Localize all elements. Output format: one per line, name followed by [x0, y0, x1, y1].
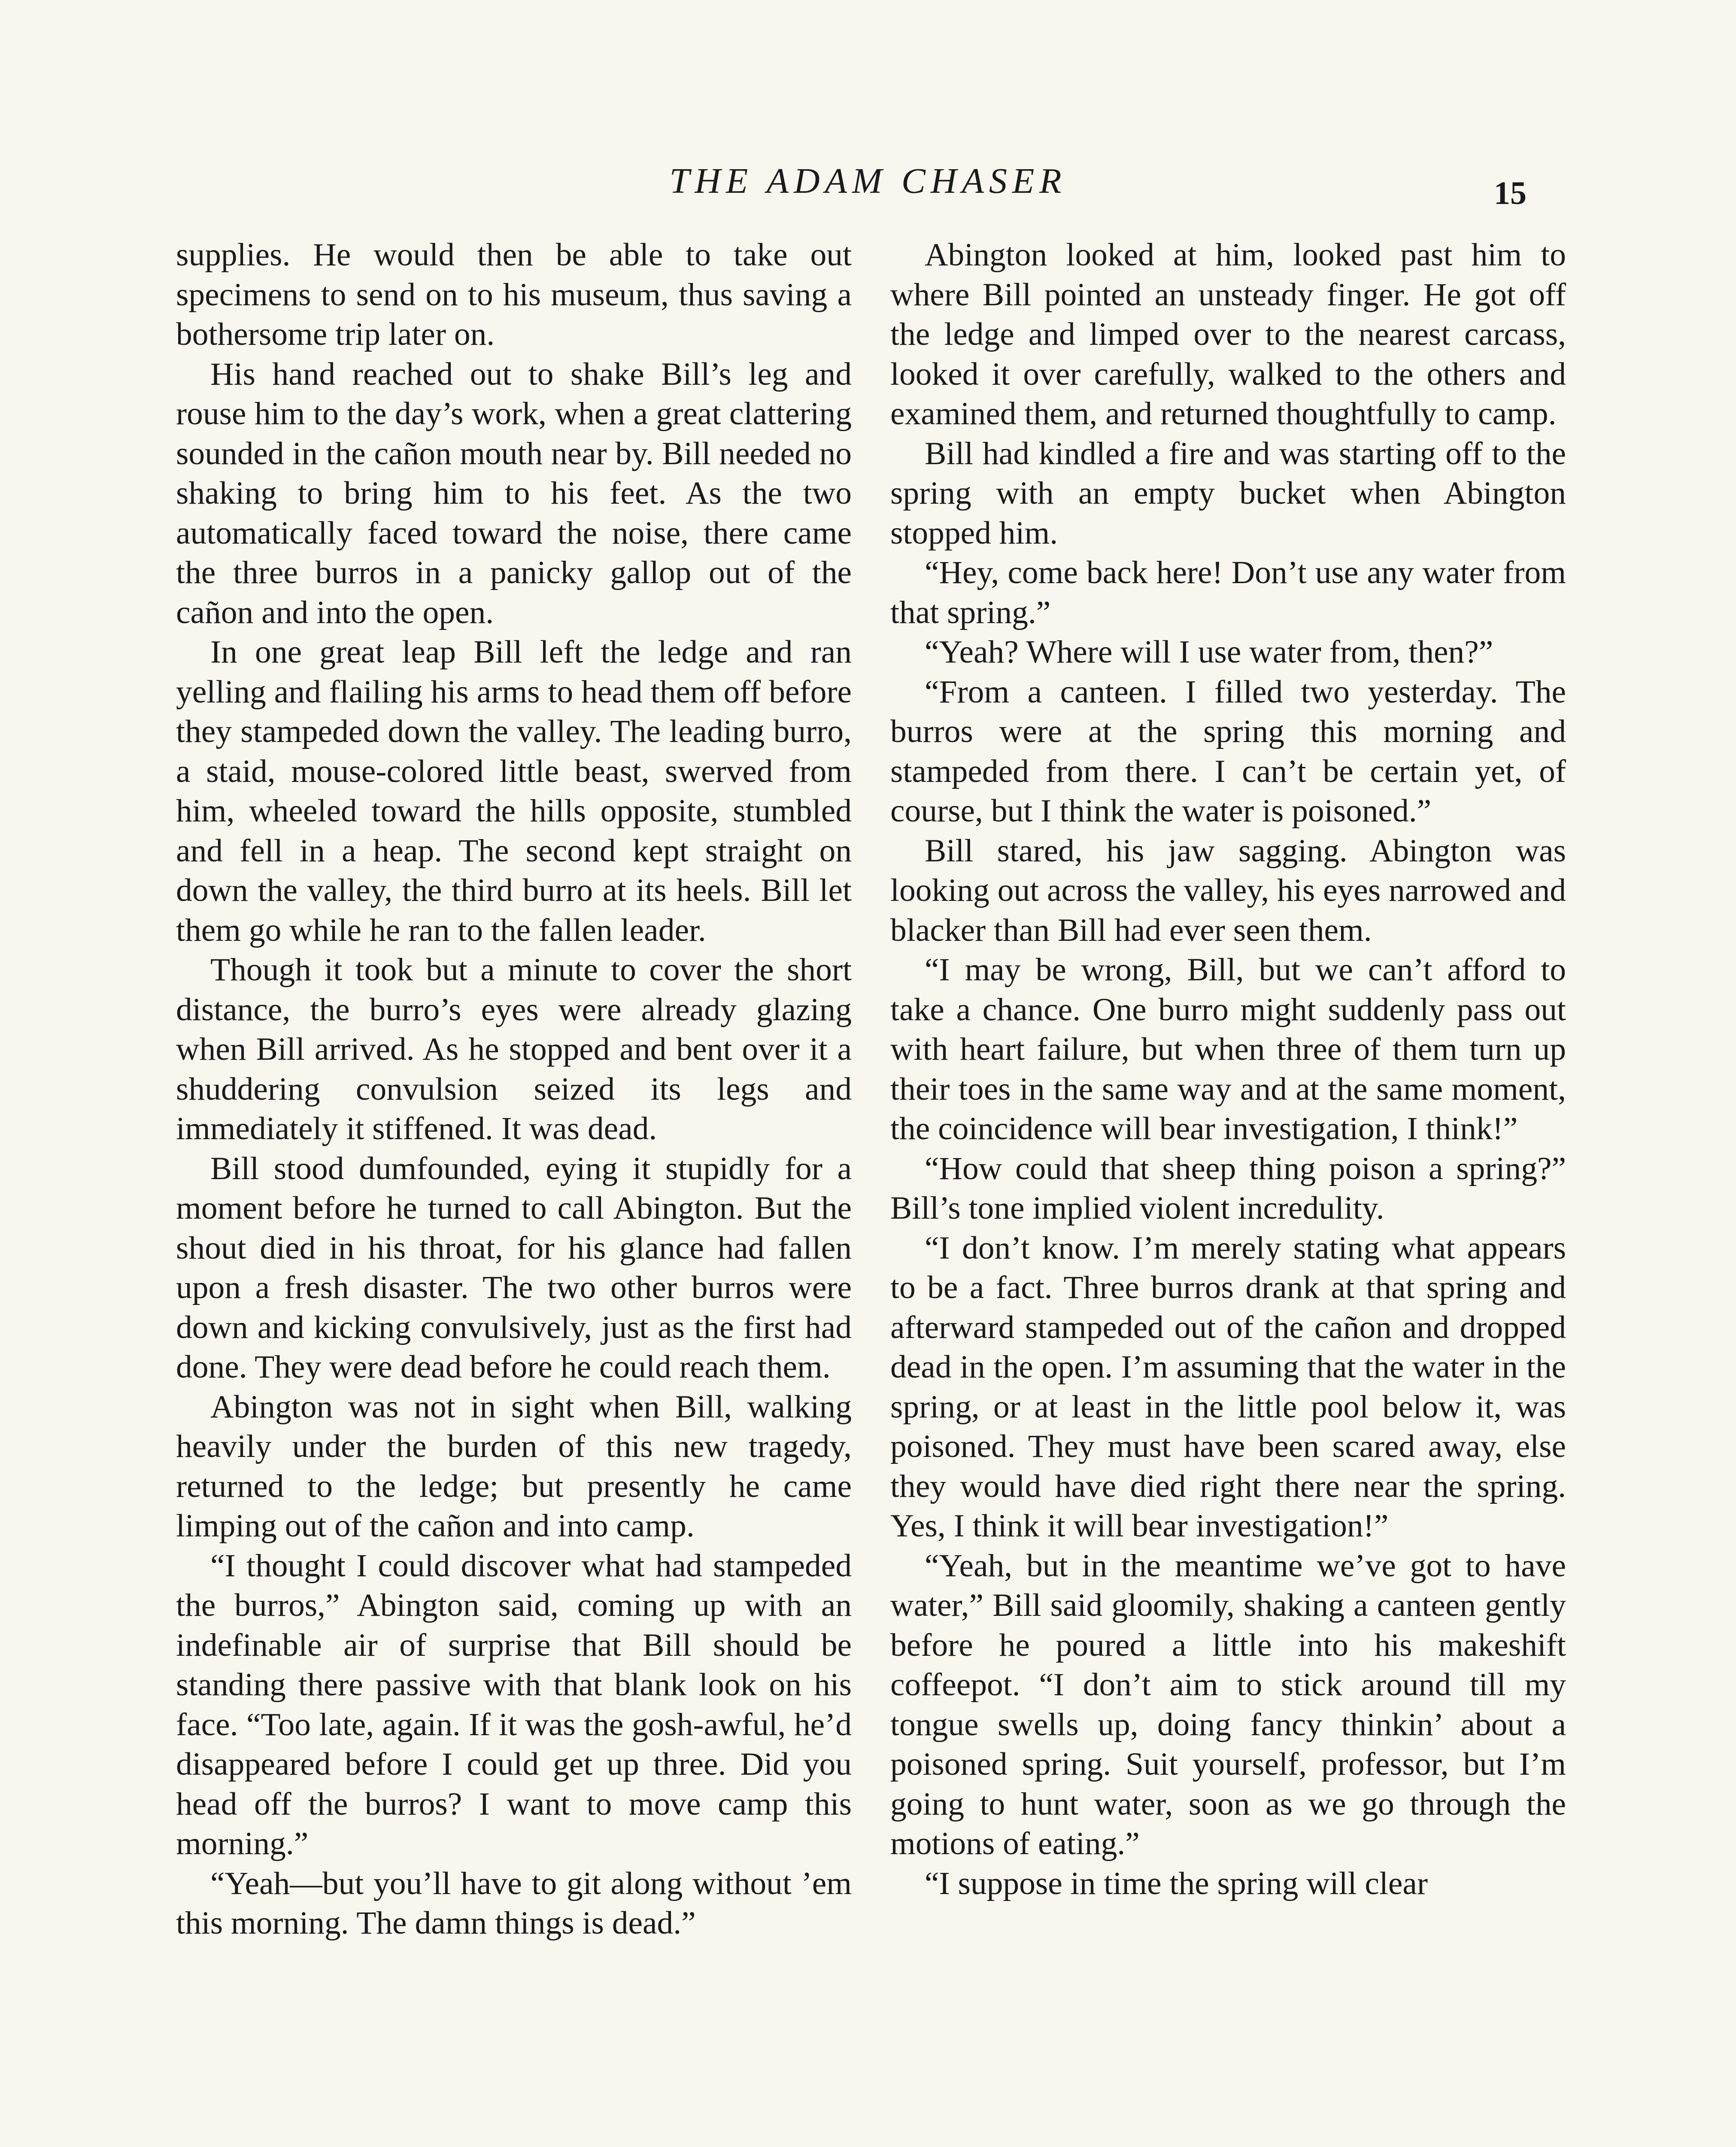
paragraph: Bill had kindled a fire and was starting off to the spring with an empty bucket when Abington stopped him.: [890, 435, 1566, 551]
paragraph: Though it took but a minute to cover the short distance, the burro’s eyes were already glazing when Bill arrived. As he stopped and bent over it a shuddering convulsion seized its legs and immediately it stiffened. It was dead.: [176, 952, 852, 1146]
paragraph: Bill stared, his jaw sagging. Abington was looking out across the valley, his eyes narrowed and blacker than Bill had ever seen them.: [890, 833, 1566, 948]
paragraph: “Hey, come back here! Don’t use any water from that spring.”: [890, 555, 1566, 630]
paragraph: supplies. He would then be able to take out specimens to send on to his museum, thus saving a bothersome trip later on.: [176, 237, 852, 352]
page-number: 15: [1494, 175, 1527, 211]
left-column: [176, 235, 852, 1943]
running-title: THE ADAM CHASER: [669, 161, 1067, 201]
paragraph: “I thought I could discover what had stampeded the burros,” Abington said, coming up with an indefinable air of surprise that Bill should be standing there passive with that blank look on his face. “Too late, again. If it was the gosh-awful, he’d disappeared before I could get up three. Did you head off the burros? I want to move camp this morning.”: [176, 1548, 852, 1861]
paragraph: Abington looked at him, looked past him to where Bill pointed an unsteady finger. He got off the ledge and limped over to the nearest carcass, looked it over carefully, walked to the others and examined them, and returned thoughtfully to camp.: [890, 237, 1566, 432]
paragraph: His hand reached out to shake Bill’s leg and rouse him to the day’s work, when a great clattering sounded in the cañon mouth near by. Bill needed no shaking to bring him to his feet. As the two automatically faced toward the noise, there came the three burros in a panicky gallop out of the cañon and into the open.: [176, 356, 852, 630]
paragraph: “Yeah—but you’ll have to git along without ’em this morning. The damn things is dead.”: [176, 1865, 852, 1941]
paragraph: Bill stood dumfounded, eying it stupidly for a moment before he turned to call Abington. But the shout died in his throat, for his glance had fallen upon a fresh disaster. The two other burros were down and kicking convulsively, just as the first had done. They were dead before he could reach them.: [176, 1150, 852, 1385]
right-column: [890, 235, 1566, 1904]
paragraph: “From a canteen. I filled two yesterday. The burros were at the spring this morning and stampeded from there. I can’t be certain yet, of course, but I think the water is poisoned.”: [890, 674, 1566, 829]
paragraph: “How could that sheep thing poison a spring?” Bill’s tone implied violent incredulity.: [890, 1150, 1566, 1226]
paragraph: “I don’t know. I’m merely stating what appears to be a fact. Three burros drank at that spring and afterward stampeded out of the cañon and dropped dead in the open. I’m assuming that the water in the spring, or at least in the little pool below it, was poisoned. They must have been scared away, else they would have died right there near the spring. Yes, I think it will bear investigation!”: [890, 1230, 1566, 1544]
paragraph: “I may be wrong, Bill, but we can’t afford to take a chance. One burro might suddenly pass out with heart failure, but when three of them turn up their toes in the same way and at the same moment, the coincidence will bear investigation, I think!”: [890, 952, 1566, 1146]
paragraph: “I suppose in time the spring will clear: [925, 1865, 1428, 1901]
paragraph: “Yeah? Where will I use water from, then?”: [925, 634, 1493, 670]
paragraph: Abington was not in sight when Bill, walking heavily under the burden of this new tragedy, returned to the ledge; but presently he came limping out of the cañon and into camp.: [176, 1389, 852, 1544]
paragraph: In one great leap Bill left the ledge and ran yelling and flailing his arms to head them off before they stampeded down the valley. The leading burro, a staid, mouse-colored little beast, swerved from him, wheeled toward the hills opposite, stumbled and fell in a heap. The second kept straight on down the valley, the third burro at its heels. Bill let them go while he ran to the fallen leader.: [176, 634, 852, 948]
paragraph: “Yeah, but in the meantime we’ve got to have water,” Bill said gloomily, shaking a canteen gently before he poured a little into his makeshift coffeepot. “I don’t aim to stick around till my tongue swells up, doing fancy thinkin’ about a poisoned spring. Suit yourself, professor, but I’m going to hunt water, soon as we go through the motions of eating.”: [890, 1548, 1566, 1861]
